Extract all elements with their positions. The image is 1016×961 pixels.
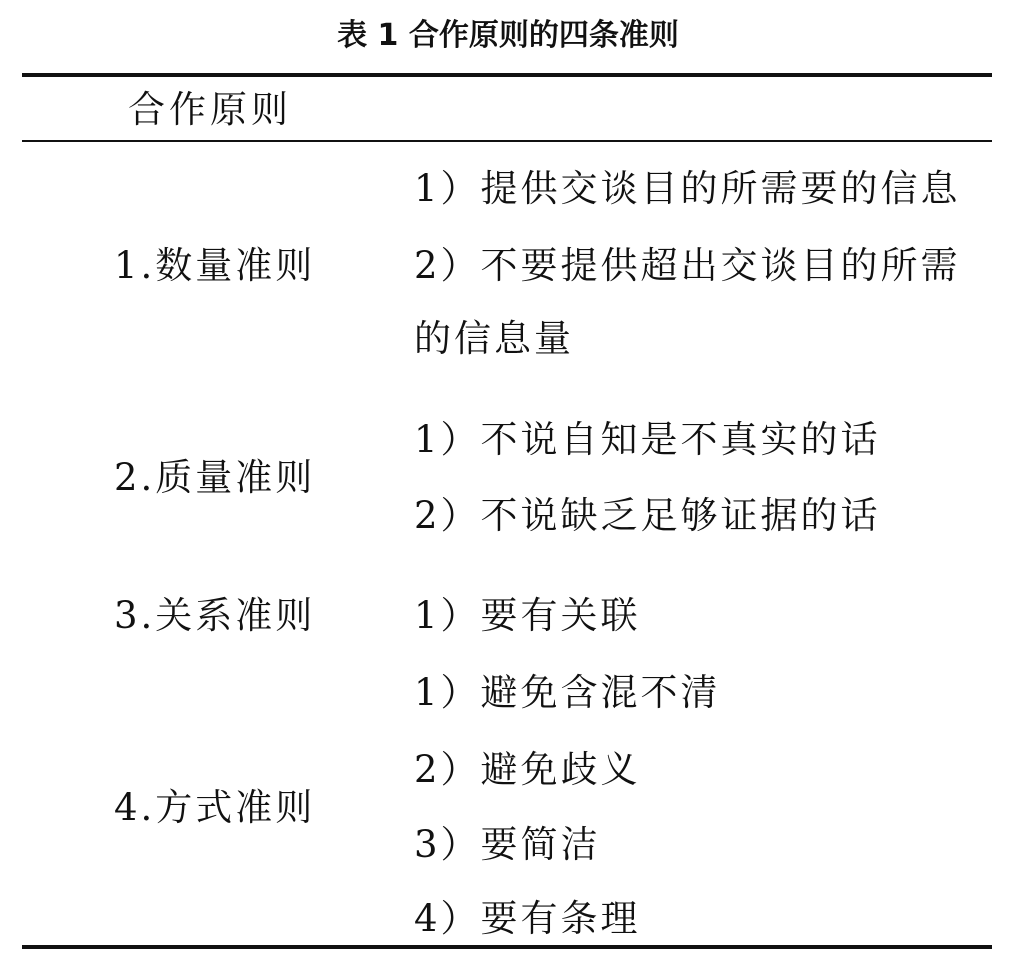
maxim-rule-line: 4）要有条理 xyxy=(414,897,641,940)
maxim-rule-line: 3）要简洁 xyxy=(414,823,601,866)
bottom-rule xyxy=(22,945,992,949)
table-caption: 表 1 合作原则的四条准则 xyxy=(337,18,679,53)
maxim-rule-line: 2）不说缺乏足够证据的话 xyxy=(414,494,881,537)
maxim-rule-line: 的信息量 xyxy=(414,317,574,360)
maxim-rule-line: 1）要有关联 xyxy=(414,594,641,637)
maxim-rule-line: 1）不说自知是不真实的话 xyxy=(414,418,881,461)
maxim-name-relation: 3.关系准则 xyxy=(114,594,316,637)
maxim-name-quality: 2.质量准则 xyxy=(114,456,316,499)
header-rule xyxy=(22,140,992,142)
top-rule xyxy=(22,73,992,77)
maxim-name-manner: 4.方式准则 xyxy=(114,786,316,829)
maxim-rule-line: 2）不要提供超出交谈目的所需 xyxy=(414,244,961,287)
header-principle-label: 合作原则 xyxy=(128,88,292,131)
maxim-rule-line: 1）提供交谈目的所需要的信息 xyxy=(414,167,961,210)
maxim-rule-line: 1）避免含混不清 xyxy=(414,671,721,714)
maxim-rule-line: 2）避免歧义 xyxy=(414,748,641,791)
maxim-name-quantity: 1.数量准则 xyxy=(114,244,316,287)
